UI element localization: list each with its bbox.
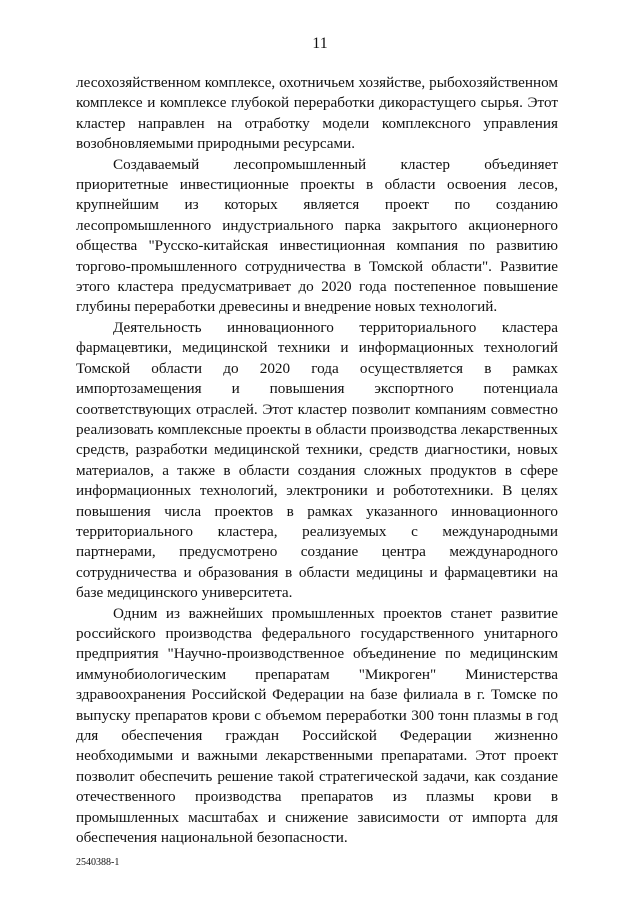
page-number: 11 xyxy=(312,35,328,52)
paragraph-timber-cluster: Создаваемый лесопромышленный кластер объединяет приоритетные инвестиционные проекты в области освоения лесов, крупнейшим из которых является проект по созданию лесопромышленного индустриального парка закрытого акционерного общества "Русско-китайская инвестиционная компания по развитию торгово-промышленного сотрудничества в Томской области". Развитие этого кластера предусматривает до 2020 года постепенное повышение глубины переработки древесины и внедрение новых технологий. xyxy=(76,155,558,316)
document-code: 2540388-1 xyxy=(76,857,120,868)
paragraph-microgen-project: Одним из важнейших промышленных проектов станет развитие российского производства федерального государственного унитарного предприятия "Научно-производственное объединение по медицинским иммунобиологическим препаратам "Микроген" Министерства здравоохранения Российской Федерации на базе филиала в г. Томске по выпуску препаратов крови с объемом переработки 300 тонн плазмы в год для обеспечения граждан Российской Федерации жизненно необходимыми и важными лекарственными препаратами. Этот проект позволит обеспечить решение такой стратегической задачи, как создание отечественного производства препаратов из плазмы крови в промышленных масштабах и снижение зависимости от импорта для обеспечения национальной безопасности. xyxy=(76,604,558,847)
paragraph-continuation: лесохозяйственном комплексе, охотничьем хозяйстве, рыбохозяйственном комплексе и комплексе глубокой переработки дикорастущего сырья. Этот кластер направлен на отработку модели комплексного управления возобновляемыми природными ресурсами. xyxy=(76,74,558,153)
paragraph-pharma-cluster: Деятельность инновационного территориального кластера фармацевтики, медицинской техники и информационных технологий Томской области до 2020 года осуществляется в рамках импортозамещения и повышения экспортного потенциала соответствующих отраслей. Этот кластер позволит компаниям совместно реализовать комплексные проекты в области производства лекарственных средств, разработки медицинской техники, средств диагностики, новых материалов, а также в области создания сложных продуктов в сфере информационных технологий, электроники и робототехники. В целях повышения числа проектов в рамках указанного инновационного территориального кластера, реализуемых с международными партнерами, предусмотрено создание центра международного сотрудничества и образования в области медицины и фармацевтики на базе медицинского университета. xyxy=(76,318,558,602)
body-text xyxy=(76,73,558,848)
